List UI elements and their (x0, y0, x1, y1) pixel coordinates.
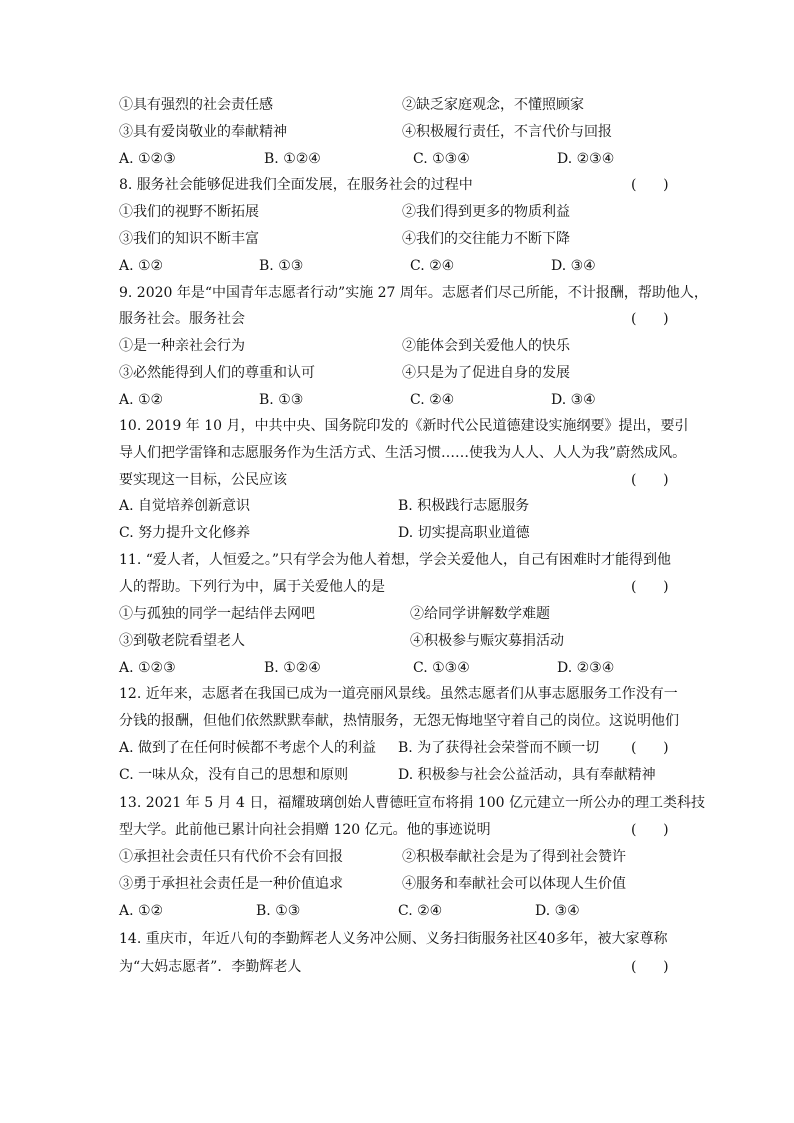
answer-blank: ( ) (631, 740, 669, 756)
question-13-stem-cont: 型大学。此前他已累计向社会捐赠 120 亿元。他的事迹说明 (119, 822, 491, 838)
option-1: ①具有强烈的社会责任感 (119, 97, 273, 113)
question-13-stem: 13. 2021 年 5 月 4 日，福耀玻璃创始人曹德旺宣布将捐 100 亿元建立一所公办的理工类科技 (119, 795, 706, 811)
choice-c: C. ①③④ (413, 660, 470, 676)
choice-b: B. ①②④ (264, 151, 321, 167)
option-3: ③我们的知识不断丰富 (119, 231, 259, 247)
option-4: ④积极参与赈灾募捐活动 (410, 633, 564, 649)
question-11-stem-cont: 人的帮助。下列行为中，属于关爱他人的是 (119, 579, 385, 595)
option-3: ③必然能得到人们的尊重和认可 (119, 365, 315, 381)
answer-blank: ( ) (631, 959, 669, 975)
option-4: ④积极履行责任，不言代价与回报 (402, 124, 612, 140)
option-4: ④我们的交往能力不断下降 (402, 231, 570, 247)
choice-c: C. ①③④ (413, 151, 470, 167)
choice-b: B. 积极践行志愿服务 (398, 498, 530, 514)
choice-c: C. 努力提升文化修养 (119, 525, 251, 541)
option-3: ③到敬老院看望老人 (119, 633, 245, 649)
choice-d: D. ③④ (551, 392, 596, 408)
choice-a: A. ①② (119, 258, 164, 274)
option-2: ②积极奉献社会是为了得到社会赞许 (402, 849, 626, 865)
choice-c: C. 一味从众，没有自己的思想和原则 (119, 767, 349, 783)
question-14-stem: 14. 重庆市，年近八旬的李勤辉老人义务冲公厕、义务扫街服务社区40多年，被大家尊称 (119, 931, 668, 947)
option-3: ③勇于承担社会责任是一种价值追求 (119, 876, 343, 892)
option-2: ②缺乏家庭观念，不懂照顾家 (402, 97, 584, 113)
question-11-stem: 11. “爱人者，人恒爱之。”只有学会为他人着想，学会关爱他人，自己有困难时才能得到他 (119, 552, 672, 568)
option-1: ①与孤独的同学一起结伴去网吧 (119, 606, 315, 622)
choice-c: C. ②④ (410, 258, 455, 274)
choice-c: C. ②④ (410, 392, 455, 408)
option-3: ③具有爱岗敬业的奉献精神 (119, 124, 287, 140)
answer-blank: ( ) (631, 822, 669, 838)
option-1: ①我们的视野不断拓展 (119, 204, 259, 220)
choice-b: B. ①③ (259, 258, 304, 274)
choice-b: B. ①③ (259, 392, 304, 408)
question-12-stem-cont: 分钱的报酬，但他们依然默默奉献，热情服务，无怨无悔地坚守着自己的岗位。这说明他们 (119, 713, 679, 729)
choice-d: D. ②③④ (557, 151, 615, 167)
choice-c: C. ②④ (398, 903, 443, 919)
choice-a: A. ①②③ (119, 151, 176, 167)
choice-d: D. 切实提高职业道德 (398, 525, 530, 541)
choice-b: B. ①③ (256, 903, 301, 919)
answer-blank: ( ) (631, 177, 669, 193)
option-2: ②给同学讲解数学难题 (410, 606, 550, 622)
option-2: ②能体会到关爱他人的快乐 (402, 338, 570, 354)
answer-blank: ( ) (631, 472, 669, 488)
choice-a: A. 做到了在任何时候都不考虑个人的利益 (119, 740, 377, 756)
question-10-stem-cont-2: 要实现这一目标，公民应该 (119, 472, 287, 488)
question-9-stem: 9. 2020 年是“中国青年志愿者行动”实施 27 周年。志愿者们尽己所能，不计报酬，帮助他人， (119, 285, 708, 301)
choice-d: D. ③④ (551, 258, 596, 274)
question-12-stem: 12. 近年来，志愿者在我国已成为一道亮丽风景线。虽然志愿者们从事志愿服务工作没有一 (119, 686, 678, 702)
question-10-stem: 10. 2019 年 10 月，中共中央、国务院印发的《新时代公民道德建设实施纲要》提出，要引 (119, 418, 689, 434)
choice-a: A. ①② (119, 903, 164, 919)
choice-a: A. 自觉培养创新意识 (119, 498, 251, 514)
choice-a: A. ①②③ (119, 660, 176, 676)
choice-b: B. 为了获得社会荣誉而不顾一切 (398, 740, 600, 756)
choice-d: D. ②③④ (557, 660, 615, 676)
question-8-stem: 8. 服务社会能够促进我们全面发展，在服务社会的过程中 (119, 177, 473, 193)
option-1: ①是一种亲社会行为 (119, 338, 245, 354)
answer-blank: ( ) (631, 579, 669, 595)
answer-blank: ( ) (631, 311, 669, 327)
option-4: ④服务和奉献社会可以体现人生价值 (402, 876, 626, 892)
question-14-stem-cont: 为“大妈志愿者”．李勤辉老人 (119, 959, 302, 975)
choice-b: B. ①②④ (264, 660, 321, 676)
option-1: ①承担社会责任只有代价不会有回报 (119, 849, 343, 865)
question-9-stem-cont: 服务社会。服务社会 (119, 311, 245, 327)
choice-d: D. ③④ (535, 903, 580, 919)
choice-d: D. 积极参与社会公益活动，具有奉献精神 (398, 767, 656, 783)
option-4: ④只是为了促进自身的发展 (402, 365, 570, 381)
question-10-stem-cont: 导人们把学雷锋和志愿服务作为生活方式、生活习惯……使我为人人、人人为我”蔚然成风。 (119, 445, 687, 461)
option-2: ②我们得到更多的物质利益 (402, 204, 570, 220)
choice-a: A. ①② (119, 392, 164, 408)
